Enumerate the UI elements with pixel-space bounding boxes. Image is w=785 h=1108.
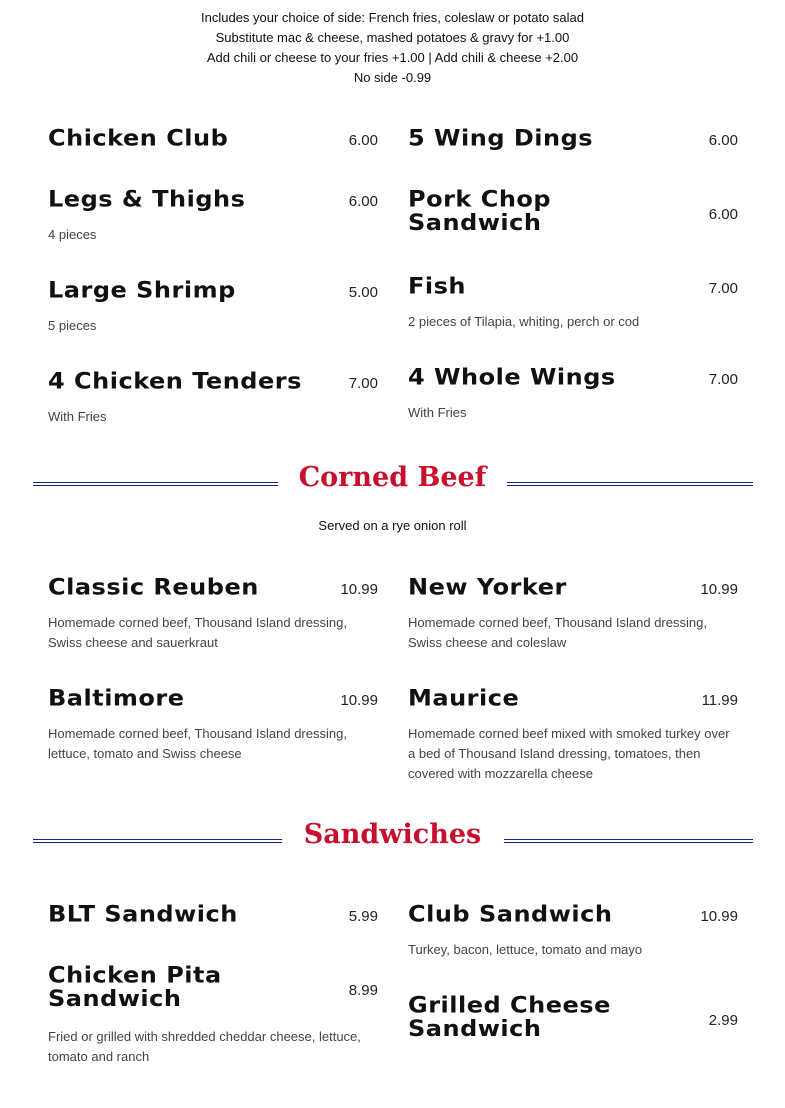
item-price: 10.99 (700, 908, 738, 925)
item-name: 4 Whole Wings (408, 364, 616, 390)
menu-item (48, 126, 378, 156)
item-description: With Fries (408, 405, 467, 420)
intro-line: Substitute mac & cheese, mashed potatoes & gravy for +1.00 (215, 30, 570, 45)
item-price: 10.99 (340, 581, 378, 598)
section-heading-sandwiches: Sandwiches (303, 819, 482, 850)
item-description: 4 pieces (48, 227, 97, 242)
menu-item (48, 963, 378, 1068)
item-name: Legs & Thighs (48, 186, 246, 212)
item-price: 7.00 (708, 280, 738, 297)
menu-item (48, 575, 378, 655)
item-name: Classic Reuben (48, 574, 259, 600)
menu-item (408, 575, 738, 655)
menu-item (48, 902, 378, 932)
item-description: Fried or grilled with shredded cheddar cheese, lettuce, tomato and ranch (48, 1029, 361, 1064)
intro-line: Add chili or cheese to your fries +1.00 | Add chili & cheese +2.00 (206, 50, 579, 65)
item-price: 6.00 (708, 206, 738, 223)
item-name: Baltimore (48, 685, 185, 711)
item-price: 5.00 (348, 284, 378, 301)
menu-item (408, 126, 738, 156)
item-description: 5 pieces (48, 318, 97, 333)
menu-item (408, 274, 738, 334)
menu-item (48, 187, 378, 247)
item-description: With Fries (48, 409, 107, 424)
heading-rule-right (504, 839, 753, 843)
item-name: Maurice (408, 685, 520, 711)
item-name: New Yorker (408, 574, 567, 600)
item-price: 5.99 (348, 908, 378, 925)
menu-item (408, 993, 738, 1053)
item-description: Homemade corned beef mixed with smoked turkey over a bed of Thousand Island dressing, tomatoes, then covered with mozzarella cheese (408, 726, 730, 781)
item-description: Homemade corned beef, Thousand Island dressing, Swiss cheese and coleslaw (408, 615, 707, 650)
item-name: 4 Chicken Tenders (48, 368, 302, 394)
item-name: Pork Chop Sandwich (408, 186, 552, 236)
item-name: Chicken Pita Sandwich (48, 962, 222, 1012)
item-price: 7.00 (348, 375, 378, 392)
heading-rule-right (507, 482, 753, 486)
item-name: Club Sandwich (408, 901, 613, 927)
item-description: Homemade corned beef, Thousand Island dressing, lettuce, tomato and Swiss cheese (48, 726, 347, 761)
menu-item (48, 686, 378, 776)
item-name: Grilled Cheese Sandwich (408, 992, 611, 1042)
item-name: BLT Sandwich (48, 901, 238, 927)
item-description: Turkey, bacon, lettuce, tomato and mayo (408, 942, 643, 957)
item-price: 6.00 (348, 193, 378, 210)
section-heading-corned-beef: Corned Beef (298, 462, 487, 493)
item-price: 6.00 (348, 132, 378, 149)
menu-item (48, 369, 378, 429)
item-price: 2.99 (708, 1012, 738, 1029)
menu-item (408, 187, 738, 247)
item-description: 2 pieces of Tilapia, whiting, perch or cod (408, 314, 640, 329)
item-price: 6.00 (708, 132, 738, 149)
intro-line: No side -0.99 (353, 70, 432, 85)
item-price: 10.99 (340, 692, 378, 709)
intro-line: Includes your choice of side: French fries, coleslaw or potato salad (201, 10, 584, 25)
item-name: Chicken Club (48, 125, 229, 151)
menu-item (408, 365, 738, 425)
item-price: 11.99 (701, 692, 738, 709)
item-price: 10.99 (700, 581, 738, 598)
item-name: 5 Wing Dings (408, 125, 594, 151)
item-name: Fish (408, 273, 466, 299)
item-price: 7.00 (708, 371, 738, 388)
item-name: Large Shrimp (48, 277, 236, 303)
menu-item (408, 902, 738, 962)
section-subtitle: Served on a rye onion roll (318, 518, 467, 533)
menu-item (408, 686, 738, 786)
intro-notes (0, 8, 785, 88)
item-price: 8.99 (348, 982, 378, 999)
item-description: Homemade corned beef, Thousand Island dressing, Swiss cheese and sauerkraut (48, 615, 347, 650)
menu-item (48, 278, 378, 338)
